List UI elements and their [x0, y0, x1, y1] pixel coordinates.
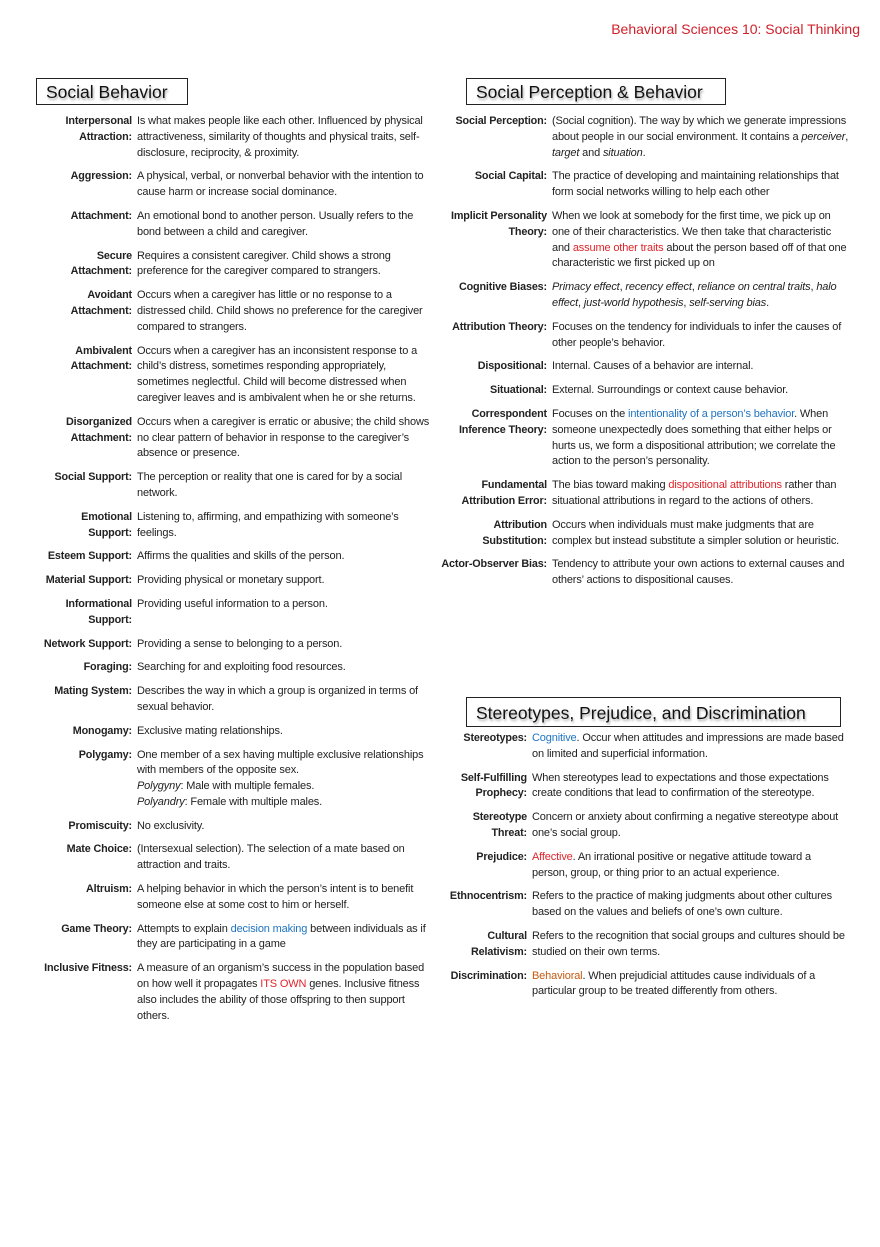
definition-entry [20, 573, 432, 589]
definition-text: Describes the way in which a group is organized in terms of sexual behavior. [137, 685, 418, 713]
definition-text: Occurs when a caregiver is erratic or abusive; the child shows no clear pattern of behavior in response to the caregiver’s absence or presence. [137, 415, 430, 460]
definition-entry [20, 748, 432, 811]
definition-text: Focuses on the [552, 407, 629, 420]
term-label: Ambivalent Attachment: [70, 344, 132, 373]
definition-text: A physical, verbal, or nonverbal behavior with the intention to cause harm or increase social dominance. [137, 170, 424, 199]
page-header-title: Behavioral Sciences 10: Social Thinking [611, 21, 860, 37]
definition-text: Searching for and exploiting food resources. [137, 661, 346, 674]
highlighted-text: Behavioral [532, 969, 583, 982]
term-label: Esteem Support: [47, 550, 132, 563]
definition-text: Providing a sense to belonging to a person. [137, 637, 343, 650]
term-label: Avoidant Attachment: [70, 289, 132, 317]
term-label: Altruism: [85, 883, 132, 896]
definition-text: Primacy effect [552, 281, 620, 294]
definition-entry [430, 320, 850, 352]
definition-text: The perception or reality that one is cared for by a social network. [137, 471, 403, 499]
definition-text: genes. Inclusive fitness also includes the ability of those offspring to then support others. [137, 978, 420, 1022]
term-label: Attribution Theory: [452, 320, 547, 333]
term-definition [137, 724, 432, 740]
term-label: Monogamy: [72, 724, 132, 737]
term-definition [137, 470, 432, 502]
definition-entry [430, 114, 850, 161]
definition-text: A helping behavior in which the person’s intent is to benefit someone else at some cost to him or herself. [137, 883, 414, 911]
term-definition [552, 407, 850, 470]
definition-text: Affirms the qualities and skills of the person. [137, 550, 345, 563]
definition-text: . An irrational positive or negative attitude toward a person, group, or thing prior to an actual experience. [532, 850, 811, 879]
definition-text: , [578, 296, 584, 309]
definition-text: Internal. Causes of a behavior are internal. [552, 360, 754, 373]
definition-text: between individuals as if they are participating in a game [137, 922, 426, 951]
term-definition [532, 810, 847, 842]
term-definition [137, 597, 432, 629]
definition-text: Tendency to attribute your own actions to external causes and others’ actions to dispositional causes. [552, 558, 845, 587]
definition-entry [430, 280, 850, 312]
definition-entry [20, 724, 432, 740]
definition-text: One member of a sex having multiple exclusive relationships with members of the opposite sex. [137, 748, 424, 777]
definition-text: halo effect [552, 281, 837, 309]
definition-entry [20, 510, 432, 542]
definition-entry [430, 810, 847, 842]
highlighted-text: intentionality of a person’s behavior [628, 407, 795, 420]
term-definition [137, 961, 432, 1024]
definition-text: Exclusive mating relationships. [137, 724, 283, 737]
definition-text: (Intersexual selection). The selection of a mate based on attraction and traits. [137, 843, 405, 872]
definition-text: perceiver [801, 130, 846, 143]
definition-text: : Male with multiple females. [180, 780, 315, 793]
highlighted-text: ITS OWN [260, 978, 307, 991]
definition-entry [20, 249, 432, 281]
definition-entry [20, 842, 432, 874]
term-definition [552, 320, 850, 352]
definition-text: target [552, 146, 580, 159]
term-label: Interpersonal Attraction: [65, 115, 132, 143]
term-definition [137, 415, 432, 462]
definition-text: about the person based off of that one characteristic we first picked up on [552, 241, 847, 270]
definition-entry [430, 209, 850, 272]
definition-entry [20, 597, 432, 629]
term-definition [552, 114, 850, 161]
term-label: Attachment: [70, 209, 132, 222]
definition-text: No exclusivity. [137, 819, 205, 832]
definition-text: recency effect [625, 281, 692, 294]
highlighted-text: Cognitive [532, 732, 577, 744]
definition-text: self-serving bias [689, 296, 767, 309]
term-label: Social Capital: [474, 170, 547, 183]
term-label: Self-Fulfilling Prophecy: [460, 771, 527, 800]
definition-text: . When prejudicial attitudes cause individuals of a particular group to be treated differently from others. [532, 969, 816, 998]
stereotypes-list [430, 731, 847, 1008]
definition-entry [430, 850, 847, 882]
term-label: Ethnocentrism: [449, 890, 527, 903]
definition-text: rather than situational attributions in regard to the actions of others. [552, 479, 837, 507]
definition-text: Requires a consistent caregiver. Child shows a strong preference for the caregiver compared to strangers. [137, 249, 391, 278]
highlighted-text: decision making [230, 922, 308, 935]
term-label: Foraging: [83, 661, 132, 674]
term-definition [552, 359, 850, 375]
definition-entry [20, 169, 432, 201]
term-label: Actor-Observer Bias: [441, 558, 547, 571]
definition-entry [20, 819, 432, 835]
term-definition [137, 882, 432, 914]
definition-entry [20, 922, 432, 954]
definition-text: reliance on central traits [697, 281, 811, 294]
definition-text: : Female with multiple males. [184, 795, 323, 808]
highlighted-text: Affective [532, 850, 573, 863]
term-definition [552, 209, 850, 272]
term-label: Polygamy: [78, 748, 132, 761]
term-definition [552, 169, 850, 201]
definition-text: When we look at somebody for the first time, we pick up on one of their characteristics. We then take that characteristic and [552, 209, 832, 254]
definition-text: . When someone unexpectedly does something that either helps or hurts us, we form a dispositional attribution; we correlate the action to the person’s personality. [552, 407, 836, 468]
term-definition [137, 684, 432, 716]
term-definition [137, 922, 432, 954]
highlighted-text: assume other traits [572, 241, 664, 254]
definition-text: An emotional bond to another person. Usually refers to the bond between a child and caregiver. [137, 209, 414, 238]
definition-text: Refers to the practice of making judgments about other cultures based on the values and beliefs of one’s own culture. [532, 890, 832, 919]
term-label: Game Theory: [61, 922, 132, 935]
term-definition [532, 771, 847, 803]
definition-text: Focuses on the tendency for individuals to infer the causes of other people’s behavior. [552, 320, 842, 349]
term-definition [552, 557, 850, 589]
definition-text: Providing physical or monetary support. [137, 574, 325, 587]
term-definition [552, 518, 850, 550]
definition-text: Refers to the recognition that social groups and cultures should be studied on their own terms. [532, 929, 845, 958]
social-perception-list [430, 114, 850, 597]
term-definition [552, 383, 850, 399]
term-definition [137, 819, 432, 835]
definition-text: The practice of developing and maintaining relationships that form social networks willing to help each other [552, 170, 839, 199]
definition-text: , [619, 281, 626, 294]
term-label: Implicit Personality Theory: [450, 209, 547, 238]
term-definition [532, 969, 847, 1001]
term-label: Informational Support: [65, 597, 132, 626]
definition-entry [20, 415, 432, 462]
definition-entry [430, 969, 847, 1001]
definition-entry [20, 961, 432, 1024]
definition-text: External. Surroundings or context cause behavior. [552, 384, 789, 397]
term-label: Discrimination: [450, 969, 527, 982]
term-label: Correspondent Inference Theory: [458, 407, 547, 436]
term-definition [137, 637, 432, 653]
definition-text: When stereotypes lead to expectations and those expectations create conditions that lead to confirmation of the stereotype. [532, 771, 829, 800]
definition-text: Is what makes people like each other. Influenced by physical attractiveness, similarity of thoughts and physical traits, self-disclosure, reciprocity, & proximity. [137, 115, 423, 159]
term-definition [532, 850, 847, 882]
definition-text: situation [602, 146, 643, 159]
term-label: Stereotypes: [463, 732, 527, 744]
definition-entry [20, 114, 432, 161]
definition-entry [20, 660, 432, 676]
term-label: Social Perception: [455, 115, 547, 127]
term-label: Mate Choice: [66, 843, 132, 856]
definition-text: . [642, 146, 646, 159]
term-definition [532, 889, 847, 921]
term-label: Fundamental Attribution Error: [461, 479, 547, 507]
term-label: Network Support: [43, 637, 132, 650]
definition-text: Listening to, affirming, and empathizing with someone’s feelings. [137, 510, 399, 539]
definition-entry [20, 637, 432, 653]
term-label: Attribution Substitution: [482, 518, 547, 547]
term-label: Social Support: [54, 471, 132, 484]
definition-entry [430, 929, 847, 961]
term-definition [137, 249, 432, 281]
definition-entry [20, 344, 432, 407]
term-definition [137, 114, 432, 161]
definition-text: Providing useful information to a person. [137, 597, 328, 610]
definition-text: Polyandry [137, 795, 185, 808]
definition-text: Polygyny [137, 780, 181, 793]
definition-entry [430, 478, 850, 510]
term-label: Mating System: [54, 685, 132, 698]
term-definition [552, 478, 850, 510]
term-label: Prejudice: [476, 850, 527, 863]
definition-text: , [845, 130, 849, 143]
social-behavior-list [20, 114, 432, 1032]
term-definition [137, 169, 432, 201]
term-label: Situational: [490, 384, 547, 397]
definition-text: Attempts to explain [137, 922, 231, 935]
definition-entry [430, 731, 847, 763]
definition-text: Concern or anxiety about confirming a negative stereotype about one’s social group. [532, 811, 839, 839]
section-title-social-perception: Social Perception & Behavior [466, 78, 726, 105]
definition-text: , [810, 281, 817, 294]
definition-entry [20, 288, 432, 335]
definition-text: and [579, 146, 603, 159]
term-label: Inclusive Fitness: [44, 962, 132, 975]
definition-entry [430, 169, 850, 201]
definition-text: . Occur when attitudes and impressions are made based on limited and superficial information. [532, 732, 844, 760]
definition-entry [430, 557, 850, 589]
term-label: Dispositional: [477, 360, 547, 373]
definition-entry [20, 684, 432, 716]
definition-entry [20, 549, 432, 565]
term-definition [532, 731, 847, 763]
term-definition [552, 280, 850, 312]
term-definition [137, 573, 432, 589]
definition-text: , [683, 296, 690, 309]
highlighted-text: dispositional attributions [668, 479, 782, 492]
term-definition [137, 344, 432, 407]
section-title-stereotypes: Stereotypes, Prejudice, and Discrimination [466, 697, 841, 727]
term-label: Disorganized Attachment: [66, 415, 132, 444]
definition-entry [430, 359, 850, 375]
definition-entry [430, 383, 850, 399]
term-definition [137, 660, 432, 676]
definition-text: Occurs when individuals must make judgments that are complex but instead substitute a simpler solution or heuristic. [552, 518, 840, 547]
definition-text: , [691, 281, 698, 294]
term-definition [137, 288, 432, 335]
definition-entry [430, 889, 847, 921]
definition-entry [430, 407, 850, 470]
term-definition [137, 209, 432, 241]
definition-text: Occurs when a caregiver has an inconsistent response to a child’s distress, sometimes responding appropriately, sometimes neglectful. Child will become distressed when caregiver leaves and is ambivalent when he or she returns. [137, 344, 418, 404]
definition-entry [430, 771, 847, 803]
term-label: Material Support: [45, 574, 132, 587]
term-label: Promiscuity: [68, 819, 132, 832]
definition-entry [20, 470, 432, 502]
definition-text: A measure of an organism’s success in the population based on how well it propagates [137, 962, 425, 991]
definition-entry [430, 518, 850, 550]
term-label: Cultural Relativism: [471, 929, 527, 958]
definition-entry [20, 209, 432, 241]
term-definition [532, 929, 847, 961]
definition-text: The bias toward making [552, 479, 669, 492]
definition-text: Occurs when a caregiver has little or no response to a distressed child. Child shows no preference for the caregiver compared to strangers. [137, 289, 423, 333]
definition-text: (Social cognition). The way by which we generate impressions about people in our social environment. It contains a [552, 115, 847, 143]
section-title-social-behavior: Social Behavior [36, 78, 188, 105]
term-label: Stereotype Threat: [472, 811, 527, 839]
definition-text: . [766, 296, 770, 309]
term-definition [137, 510, 432, 542]
term-definition [137, 842, 432, 874]
definition-entry [20, 882, 432, 914]
term-label: Aggression: [70, 170, 132, 183]
term-definition [137, 549, 432, 565]
definition-text: just-world hypothesis [583, 296, 684, 309]
term-definition [137, 748, 432, 811]
term-label: Cognitive Biases: [458, 281, 547, 294]
term-label: Secure Attachment: [70, 249, 132, 278]
term-label: Emotional Support: [81, 510, 132, 539]
